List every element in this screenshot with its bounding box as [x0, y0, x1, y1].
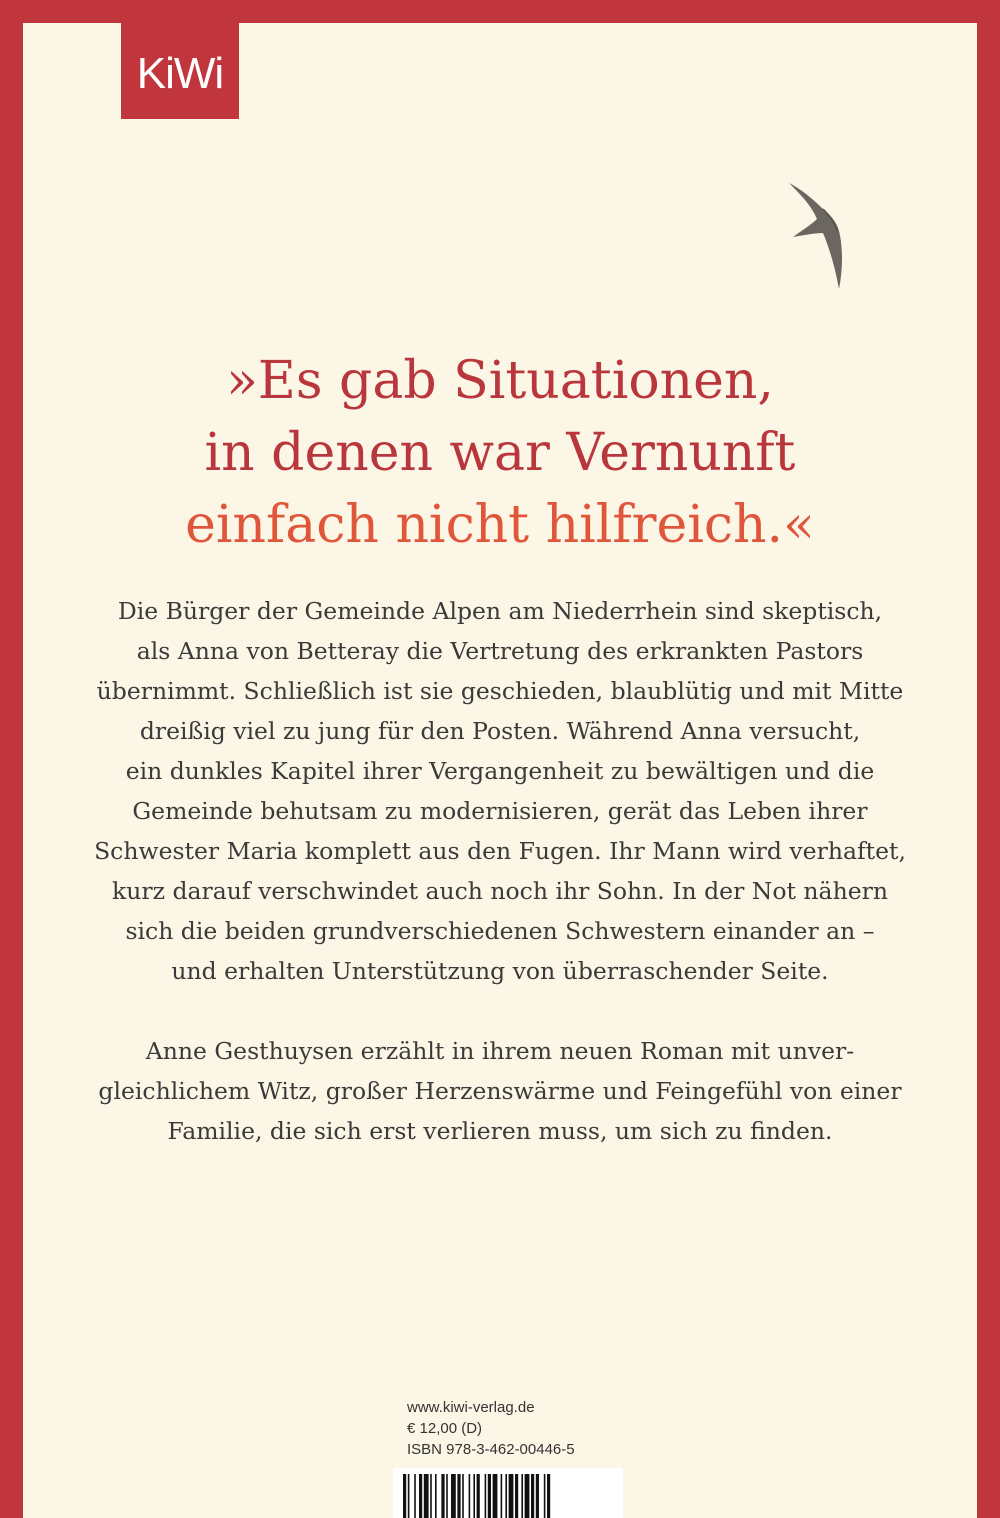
blurb-line: gleichlichem Witz, großer Herzenswärme und Feingefühl von einer	[98, 1077, 902, 1105]
blurb-paragraph-1	[63, 591, 937, 991]
blurb-line: übernimmt. Schließlich ist sie geschieden, blaublütig und mit Mitte	[96, 677, 904, 705]
book-isbn: ISBN 978-3-462-00446-5	[407, 1441, 575, 1458]
quote-line-2: in denen war Vernunft	[204, 423, 796, 483]
book-price: € 12,00 (D)	[407, 1420, 483, 1437]
blurb-line: ein dunkles Kapitel ihrer Vergangenheit zu bewältigen und die	[125, 757, 875, 785]
blurb-paragraph-2	[63, 1031, 937, 1151]
publisher-logo: KiWi	[121, 23, 239, 119]
blurb-line: und erhalten Unterstützung von überraschender Seite.	[171, 957, 829, 985]
barcode-icon	[393, 1468, 623, 1518]
blurb-line: Die Bürger der Gemeinde Alpen am Niederrhein sind skeptisch,	[117, 597, 883, 625]
blurb-text	[63, 591, 937, 1151]
blurb-line: Familie, die sich erst verlieren muss, um sich zu finden.	[167, 1117, 833, 1145]
publisher-website: www.kiwi-verlag.de	[407, 1399, 535, 1416]
blurb-line: Schwester Maria komplett aus den Fugen. Ihr Mann wird verhaftet,	[94, 837, 906, 865]
blurb-line: als Anna von Betteray die Vertretung des erkrankten Pastors	[136, 637, 864, 665]
blurb-line: Anne Gesthuysen erzählt in ihrem neuen Roman mit unver-	[145, 1037, 855, 1065]
blurb-line: dreißig viel zu jung für den Posten. Während Anna versucht,	[139, 717, 861, 745]
blurb-line: kurz darauf verschwindet auch noch ihr Sohn. In der Not nähern	[112, 877, 888, 905]
swift-bird-icon	[787, 181, 847, 291]
blurb-line: sich die beiden grundverschiedenen Schwestern einander an –	[125, 917, 875, 945]
blurb-line: Gemeinde behutsam zu modernisieren, gerät das Leben ihrer	[132, 797, 868, 825]
imprint-info	[407, 1397, 627, 1460]
quote-line-1: »Es gab Situationen,	[226, 351, 774, 411]
pull-quote	[23, 345, 977, 561]
quote-line-3: einfach nicht hilfreich.«	[185, 495, 815, 555]
cover-panel	[23, 23, 977, 1518]
